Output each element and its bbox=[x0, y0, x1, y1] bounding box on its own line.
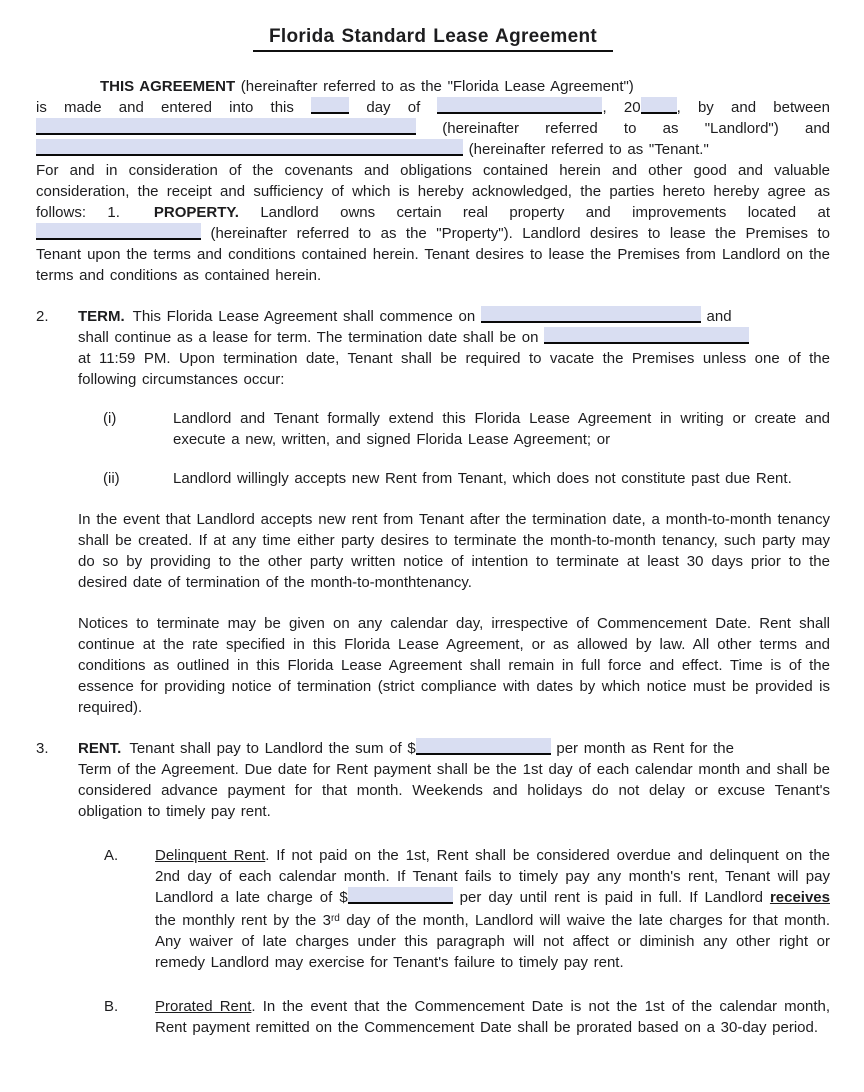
month-blank[interactable] bbox=[437, 97, 602, 114]
section-3-rent bbox=[36, 738, 830, 822]
item-a-delinquent-rent bbox=[36, 845, 830, 973]
text-run: (hereinafter referred to as the "Property"). Landlord desires to lease the Premises to Tenant upon the terms and conditions contained herein. Tenant desires to lease the Premises from Landlord on the terms and conditions as contained herein. bbox=[36, 225, 830, 284]
text-run: receives bbox=[769, 889, 830, 906]
day-blank[interactable] bbox=[311, 97, 349, 114]
commencement-date-blank[interactable] bbox=[481, 306, 701, 323]
text-run: This Florida Lease Agreement shall commence on bbox=[132, 308, 481, 325]
text-run: TERM. bbox=[78, 308, 125, 325]
text-run: . If not paid on the 1st, Rent shall be considered overdue and delinquent on the 2nd day of each calendar month. If Tenant fails to timely pay any month's rent, Tenant will pay Landlord a late charge of $ bbox=[155, 847, 830, 906]
text-run: Tenant shall pay to Landlord the sum of $ bbox=[129, 740, 416, 757]
intro-paragraph bbox=[36, 76, 830, 286]
landlord-name-blank[interactable] bbox=[36, 118, 416, 135]
item-i-extension bbox=[36, 408, 830, 450]
text-run: , 20 bbox=[602, 99, 641, 116]
spacer bbox=[120, 216, 154, 217]
notices-paragraph bbox=[36, 613, 830, 718]
item-marker: (i) bbox=[103, 410, 117, 427]
text-run: the monthly rent by the 3 bbox=[155, 912, 331, 929]
monthly-rent-blank[interactable] bbox=[416, 738, 551, 755]
item-marker: (ii) bbox=[103, 470, 120, 487]
text-run: per month as Rent for the bbox=[550, 740, 734, 757]
tenant-name-blank[interactable] bbox=[36, 139, 463, 156]
text-run: Prorated Rent bbox=[155, 998, 252, 1015]
text-run: day of the month, Landlord will waive the late charges for that month. Any waiver of late charges under this paragraph will not affect or diminish any other right or remedy Landlord may exercise for Tenant's failure to timely pay rent. bbox=[155, 912, 830, 971]
text-run: is made and entered into this bbox=[36, 99, 312, 116]
text-run: (hereinafter referred to as "Tenant." bbox=[463, 141, 709, 158]
text-run: (hereinafter referred to as the "Florida Lease Agreement") bbox=[235, 78, 634, 95]
section-2-term bbox=[36, 306, 830, 390]
year-blank[interactable] bbox=[641, 97, 677, 114]
text-run: , by and between bbox=[676, 99, 830, 116]
spacer bbox=[125, 320, 133, 321]
property-address-blank[interactable] bbox=[36, 223, 201, 240]
month-to-month-paragraph bbox=[36, 509, 830, 593]
item-marker: B. bbox=[104, 998, 119, 1015]
text-run: day of bbox=[349, 99, 438, 116]
termination-date-blank[interactable] bbox=[544, 327, 749, 344]
text-run: Delinquent Rent bbox=[155, 847, 266, 864]
item-b-prorated-rent bbox=[36, 996, 830, 1038]
text-run: THIS AGREEMENT bbox=[100, 78, 236, 95]
text-run: Landlord and Tenant formally extend this Florida Lease Agreement in writing or create and execute a new, written, and signed Florida Lease Agreement; or bbox=[173, 410, 830, 448]
text-run: per day until rent is paid in full. If Landlord bbox=[452, 889, 770, 906]
item-ii-new-rent bbox=[36, 468, 830, 489]
text-run: For and in consideration of the covenants and obligations contained herein and other good and valuable consideration, the receipt and sufficiency of which is hereby acknowledged, the parties hereto hereby agree as follows: 1. bbox=[36, 162, 830, 221]
document-body bbox=[36, 76, 830, 1038]
text-run: PROPERTY. bbox=[153, 204, 239, 221]
text-run: rd bbox=[330, 913, 340, 924]
text-run: RENT. bbox=[78, 740, 122, 757]
text-run: . In the event that the Commencement Date is not the 1st of the calendar month, Rent payment remitted on the Commencement Date shall be prorated based on a 30-day period. bbox=[155, 998, 830, 1036]
text-run: Term of the Agreement. Due date for Rent payment shall be the 1st day of each calendar month and shall be considered advance payment for that month. Weekends and holidays do not delay or excuse Tenant's obligation to timely pay rent. bbox=[78, 761, 830, 820]
section-number: 2. bbox=[36, 308, 49, 325]
document-title-text: Florida Standard Lease Agreement bbox=[253, 26, 613, 52]
text-run: Landlord owns certain real property and improvements located at bbox=[238, 204, 830, 221]
late-charge-blank[interactable] bbox=[348, 887, 453, 904]
document-title bbox=[36, 26, 830, 52]
text-run: at 11:59 PM. Upon termination date, Tenant shall be required to vacate the Premises unless one of the following circumstances occur: bbox=[78, 350, 830, 388]
text-run: (hereinafter referred to as "Landlord") and bbox=[416, 120, 830, 137]
text-run: In the event that Landlord accepts new rent from Tenant after the termination date, a month-to-month tenancy shall be created. If at any time either party desires to terminate the month-to-month tenancy, such party may do so by providing to the other party written notice of intention to terminate at least 30 days prior to the desired date of termination of the month-to-monthtenancy. bbox=[78, 511, 830, 591]
section-number: 3. bbox=[36, 740, 49, 757]
text-run: shall continue as a lease for term. The termination date shall be on bbox=[78, 329, 545, 346]
item-marker: A. bbox=[104, 847, 119, 864]
text-run: Notices to terminate may be given on any calendar day, irrespective of Commencement Date. Rent shall continue at the rate specified in this Florida Lease Agreement, or as allowed by law. All other terms and conditions as outlined in this Florida Lease Agreement shall remain in full force and effect. Time is of the essence for providing notice of termination (strict compliance with dates by which notice must be provided is required). bbox=[78, 615, 830, 716]
text-run: Landlord willingly accepts new Rent from Tenant, which does not constitute past due Rent. bbox=[173, 470, 792, 487]
text-run: and bbox=[700, 308, 732, 325]
